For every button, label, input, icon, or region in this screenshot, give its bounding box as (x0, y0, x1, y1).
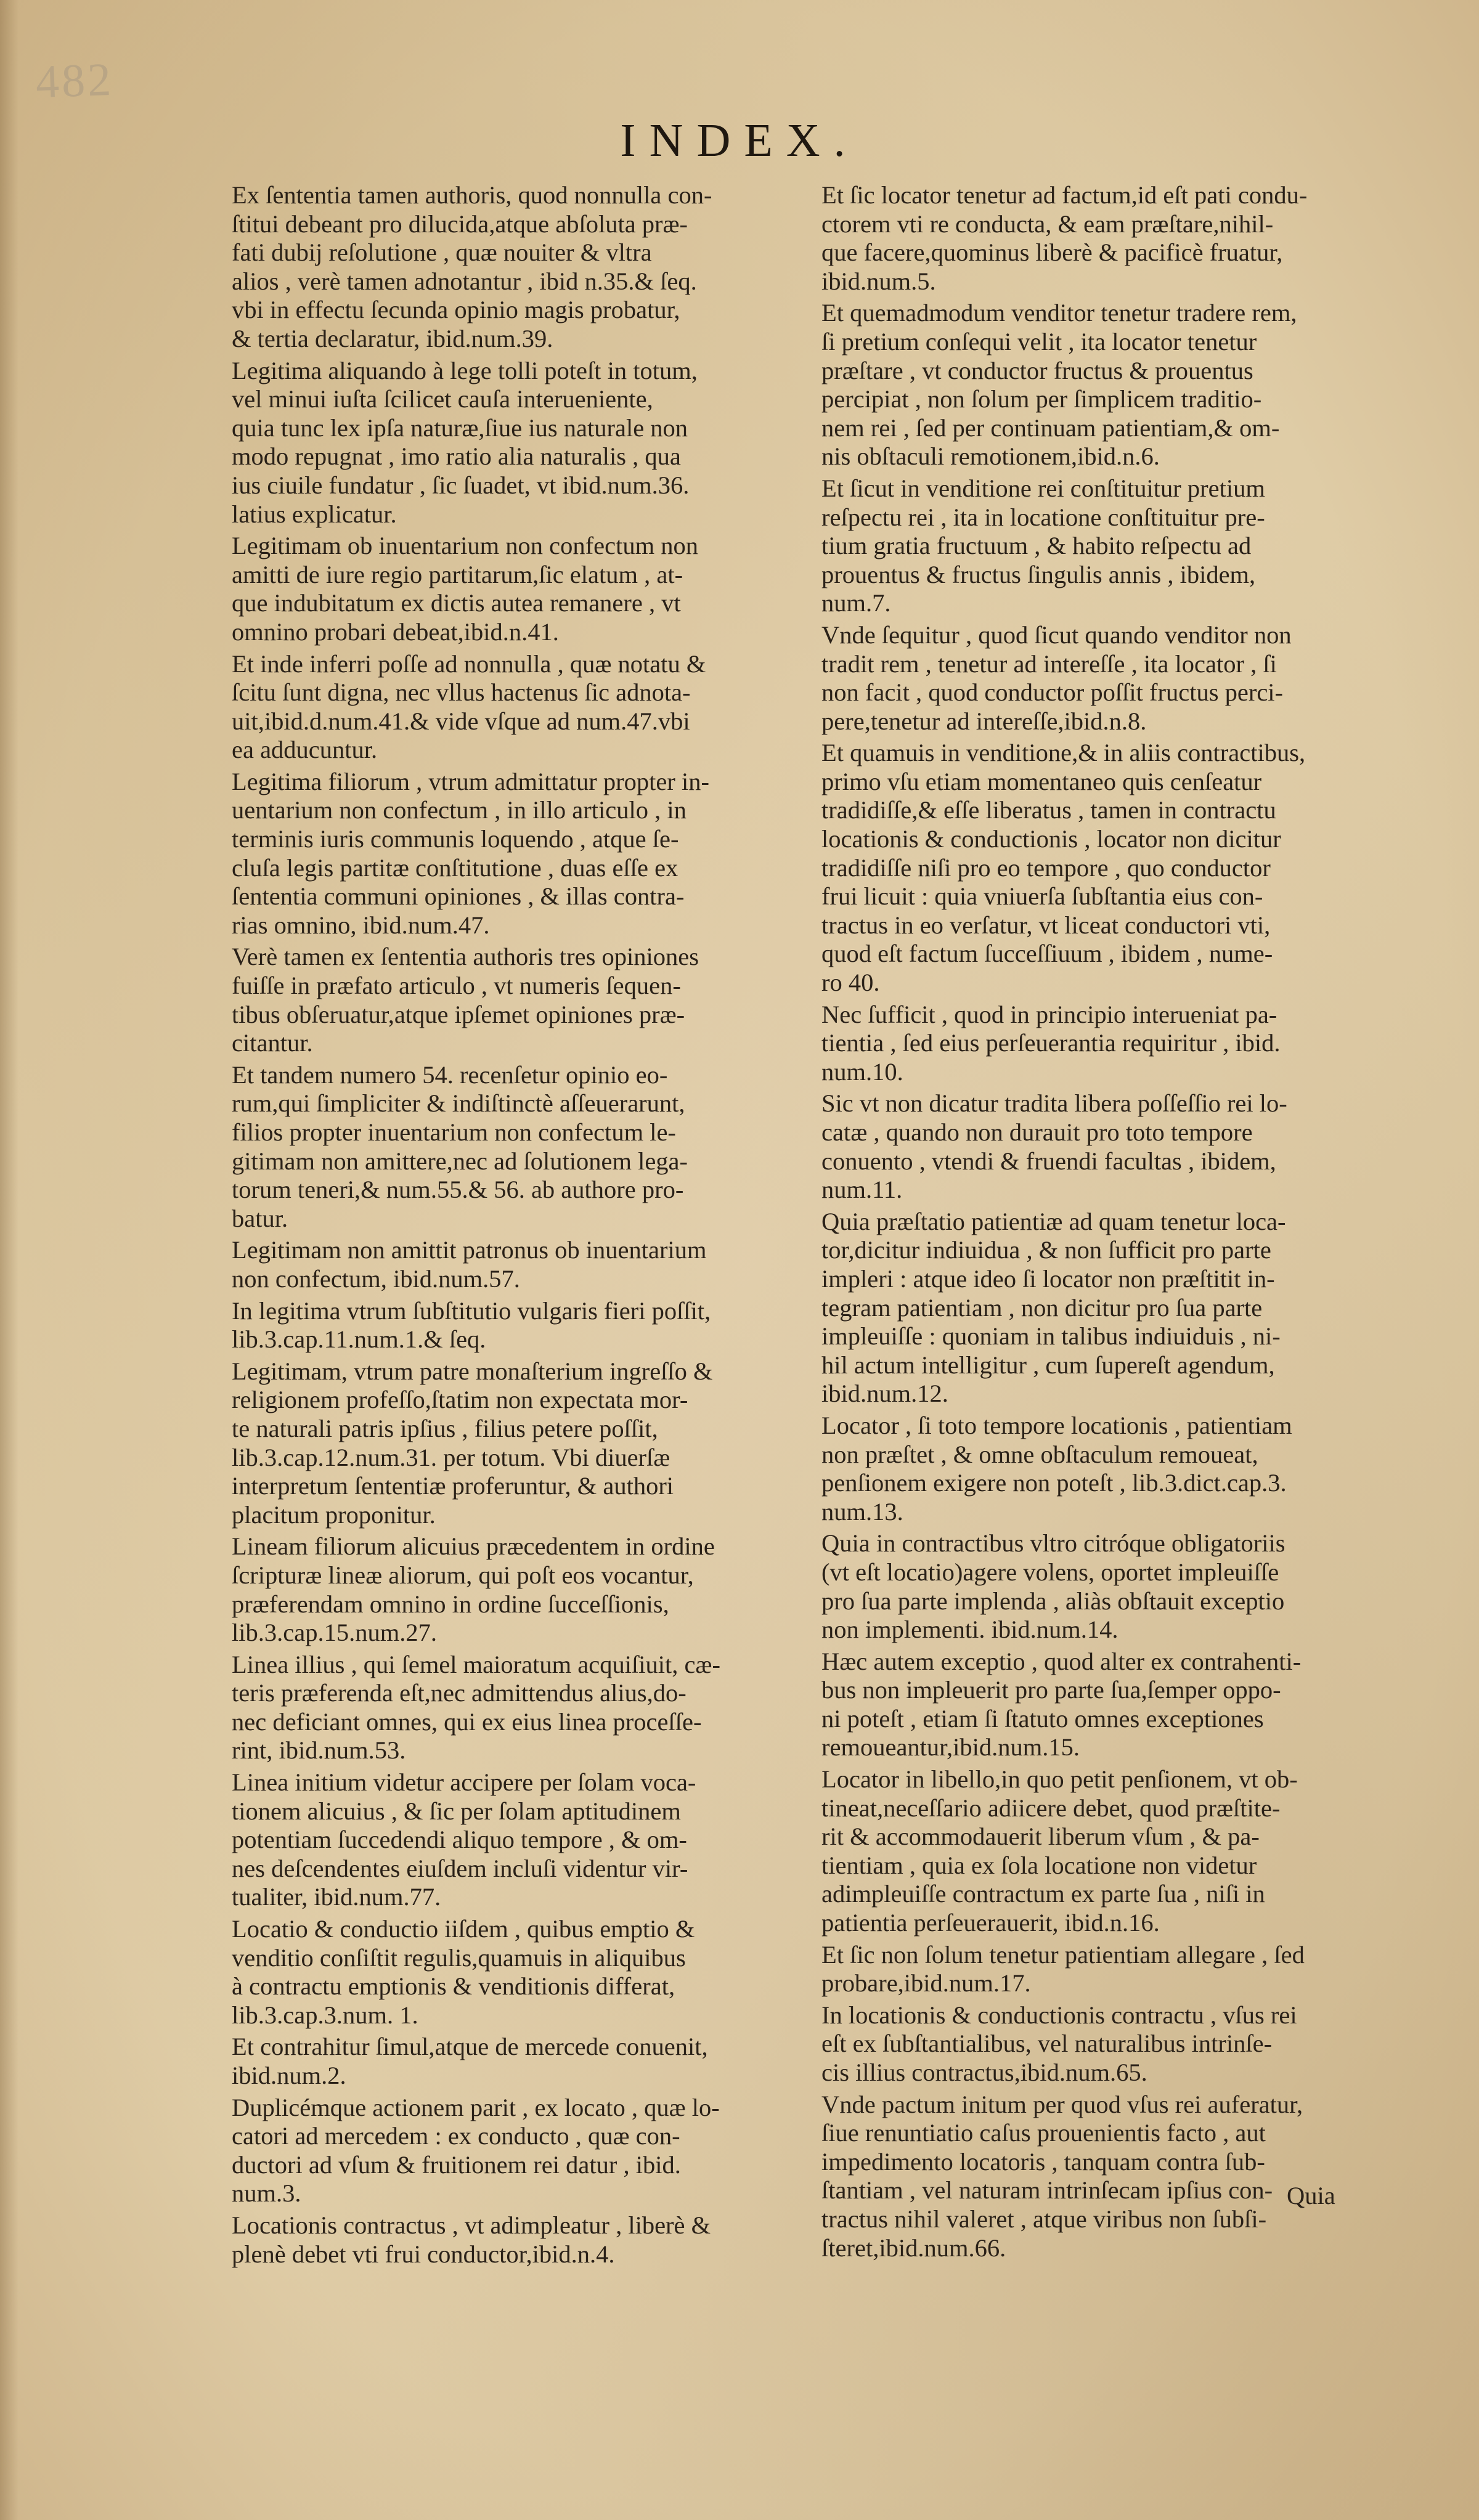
index-entry-line: patientia perſeuerauerit, ibid.n.16. (821, 1909, 1160, 1937)
index-entry-line: non facit , quod conductor poſſit fructus perci- (821, 678, 1284, 707)
index-entry-line: alios , verè tamen adnotantur , ibid n.35.& ſeq. (232, 267, 697, 295)
index-entry-line: non implementi. ibid.num.14. (821, 1616, 1118, 1644)
left-column (232, 181, 785, 2272)
index-entry-line: num.7. (821, 589, 891, 617)
index-entry-line: Et tandem numero 54. recenſetur opinio eo- (232, 1060, 668, 1089)
index-entry (821, 1208, 1375, 1408)
index-entry-line: tradidiſſe,& eſſe liberatus , tamen in contractu (821, 796, 1276, 824)
index-entry-line: probare,ibid.num.17. (821, 1969, 1031, 1998)
index-entry (232, 1651, 785, 1765)
index-entry-line: num.13. (821, 1497, 903, 1526)
index-entry-line: quia tunc lex ipſa naturæ,ſiue ius naturale non (232, 413, 688, 442)
index-entry (821, 1001, 1375, 1087)
index-entry-line: Legitimam ob inuentarium non confectum non (232, 532, 698, 560)
index-entry-line: Locator in libello,in quo petit penſionem, vt ob- (821, 1765, 1298, 1794)
index-entry-line: Linea initium videtur accipere per ſolam voca- (232, 1768, 696, 1797)
index-entry-line: Locatio & conductio iiſdem , quibus emptio & (232, 1915, 695, 1943)
index-entry-line: ctorem vti re conducta, & eam præſtare,nihil- (821, 209, 1274, 238)
index-entry-line: Sic vt non dicatur tradita libera poſſeſſio rei lo- (821, 1089, 1287, 1118)
index-entry-line: uentarium non confectum , in illo articulo , in (232, 796, 687, 824)
index-entry-line: num.3. (232, 2179, 301, 2208)
index-entry (821, 1529, 1375, 1644)
index-entry-line: penſionem exigere non poteſt , lib.3.dict.cap.3. (821, 1469, 1287, 1497)
index-entry-line: non confectum, ibid.num.57. (232, 1264, 520, 1293)
index-entry-line: ſtitui debeant pro dilucida,atque abſoluta præ- (232, 209, 688, 238)
index-entry-line: terminis iuris communis loquendo , atque ſe- (232, 825, 679, 853)
index-entry-line: pere,tenetur ad intereſſe,ibid.n.8. (821, 707, 1147, 735)
index-entry-line: tionem alicuius , & ſic per ſolam aptitudinem (232, 1797, 681, 1825)
index-entry-line: Legitima aliquando à lege tolli poteſt in totum, (232, 356, 698, 384)
index-entry-line: ſcitu ſunt digna, nec vllus hactenus ſic adnota- (232, 678, 691, 707)
index-entry-line: locationis & conductionis , locator non dicitur (821, 825, 1281, 853)
index-entry-line: ibid.num.12. (821, 1380, 948, 1408)
index-entry-line: impleri : atque ideo ſi locator non præſtitit in- (821, 1264, 1275, 1293)
index-entry-line: præferendam omnino in ordine ſucceſſionis, (232, 1590, 669, 1618)
index-entry-line: que facere,quominus liberè & pacificè fruatur, (821, 238, 1283, 267)
index-entry-line: percipiat , non ſolum per ſimplicem traditio- (821, 385, 1262, 413)
index-entry-line: ſteret,ibid.num.66. (821, 2233, 1006, 2262)
index-entry (232, 943, 785, 1057)
index-entry-line: lib.3.cap.12.num.31. per totum. Vbi diuerſæ (232, 1443, 670, 1471)
index-entry-line: lib.3.cap.11.num.1.& ſeq. (232, 1325, 486, 1354)
index-entry-line: tineat,neceſſario adiicere debet, quod præſtite- (821, 1794, 1281, 1822)
index-entry (232, 1357, 785, 1530)
index-entry-line: nis obſtaculi remotionem,ibid.n.6. (821, 442, 1160, 471)
index-entry-line: Verè tamen ex ſententia authoris tres opiniones (232, 943, 699, 971)
index-entry-line: ſi pretium conſequi velit , ita locator tenetur (821, 327, 1257, 356)
index-entry-line: filios propter inuentarium non confectum le- (232, 1118, 676, 1146)
index-entry (232, 1532, 785, 1647)
index-entry-line: Legitimam, vtrum patre monaſterium ingreſſo & (232, 1357, 713, 1385)
index-entry-line: Nec ſufficit , quod in principio interueniat pa- (821, 1000, 1277, 1028)
index-entry-line: religionem profeſſo,ſtatim non expectata mor- (232, 1386, 688, 1414)
index-entry-line: omnino probari debeat,ibid.n.41. (232, 617, 559, 646)
index-entry-line: tradidiſſe niſi pro eo tempore , quo conductor (821, 853, 1271, 882)
index-entry-line: Quia præſtatio patientiæ ad quam tenetur loca- (821, 1207, 1286, 1235)
index-entry-line: fuiſſe in præfato articulo , vt numeris ſequen- (232, 972, 681, 1000)
index-entry-line: ſcripturæ lineæ aliorum, qui poſt eos vocantur, (232, 1561, 694, 1589)
index-entry-line: Hæc autem exceptio , quod alter ex contrahenti- (821, 1647, 1302, 1675)
index-entry-line: frui licuit : quia vniuerſa ſubſtantia eius con- (821, 882, 1263, 911)
index-entry-line: Vnde ſequitur , quod ſicut quando venditor non (821, 620, 1292, 649)
index-entry-line: Legitima filiorum , vtrum admittatur propter in- (232, 767, 709, 795)
index-entry-line: hil actum intelligitur , cum ſupereſt agendum, (821, 1351, 1275, 1379)
index-entry-line: bus non impleuerit pro parte ſua,ſemper oppo- (821, 1676, 1281, 1704)
index-entry-line: impedimento locatoris , tanquam contra ſub- (821, 2147, 1265, 2176)
index-entry-line: (vt eſt locatio)agere volens, oportet impleuiſſe (821, 1558, 1279, 1586)
index-entry-line: placitum proponitur. (232, 1500, 436, 1529)
index-entry-line: ibid.num.5. (821, 267, 936, 295)
index-entry-line: rias omnino, ibid.num.47. (232, 911, 490, 939)
catchword: Quia (1287, 2182, 1335, 2209)
index-entry (821, 474, 1375, 618)
index-entry-line: cluſa legis partitæ conſtitutione , duas eſſe ex (232, 853, 678, 882)
index-entry-line: Duplicémque actionem parit , ex locato , quæ lo- (232, 2093, 720, 2121)
index-entry-line: non præſtet , & omne obſtaculum remoueat, (821, 1440, 1258, 1468)
index-entry-line: à contractu emptionis & venditionis differat, (232, 1972, 675, 2001)
index-entry-line: Lineam filiorum alicuius præcedentem in ordine (232, 1532, 715, 1561)
index-entry-line: Quia in contractibus vltro citróque obligatoriis (821, 1529, 1285, 1558)
index-entry-line: num.10. (821, 1057, 903, 1086)
index-entry-line: te naturali patris ipſius , filius petere poſſit, (232, 1414, 658, 1442)
index-entry-line: Et ſic locator tenetur ad factum,id eſt pati condu- (821, 181, 1308, 209)
index-entry-line: remoueantur,ibid.num.15. (821, 1733, 1080, 1762)
page-number: 482 (35, 53, 115, 108)
index-entry (821, 1412, 1375, 1526)
index-entry-line: ius ciuile fundatur , ſic ſuadet, vt ibid.num.36. (232, 471, 690, 499)
index-entry-line: In locationis & conductionis contractu , vſus rei (821, 2001, 1297, 2029)
index-entry-line: pro ſua parte implenda , aliàs obſtauit exceptio (821, 1587, 1285, 1615)
index-entry (232, 1297, 785, 1354)
index-entry (232, 181, 785, 354)
index-entry-line: lib.3.cap.15.num.27. (232, 1619, 437, 1647)
index-entry (821, 2091, 1375, 2263)
index-entry (821, 1765, 1375, 1938)
index-entry (232, 532, 785, 646)
index-entry-line: tientiam , quia ex ſola locatione non videtur (821, 1851, 1257, 1879)
index-entry-line: præſtare , vt conductor fructus & prouentus (821, 356, 1253, 384)
index-entry-line: cis illius contractus,ibid.num.65. (821, 2059, 1147, 2086)
index-entry-line: nec deficiant omnes, qui ex eius linea proceſſe- (232, 1707, 702, 1736)
index-entry-line: ſtantiam , vel naturam intrinſecam ipſius con- (821, 2176, 1273, 2205)
index-entry-line: citantur. (232, 1029, 313, 1057)
index-entry (821, 1941, 1375, 1998)
index-entry-line: quod eſt factum ſucceſſiuum , ibidem , nume- (821, 940, 1273, 968)
index-entry (232, 357, 785, 529)
index-entry-line: modo repugnat , imo ratio alia naturalis , qua (232, 442, 681, 471)
index-entry-line: prouentus & fructus ſingulis annis , ibidem, (821, 560, 1256, 588)
index-entry-line: fati dubij reſolutione , quæ nouiter & vltra (232, 238, 652, 267)
index-entry-line: tualiter, ibid.num.77. (232, 1883, 441, 1911)
index-entry-line: catæ , quando non durauit pro toto tempore (821, 1118, 1253, 1146)
index-entry (232, 650, 785, 765)
index-entry-line: Et contrahitur ſimul,atque de mercede conuenit, (232, 2033, 708, 2061)
index-entry-line: primo vſu etiam momentaneo quis cenſeatur (821, 767, 1262, 795)
index-entry-line: batur. (232, 1204, 288, 1232)
index-entry-line: num.11. (821, 1176, 903, 1204)
index-entry (821, 299, 1375, 471)
index-entry-line: venditio conſiſtit regulis,quamuis in aliquibus (232, 1943, 686, 1972)
index-entry (821, 2001, 1375, 2087)
index-entry-line: amitti de iure regio partitarum,ſic elatum , at- (232, 560, 683, 588)
index-entry-line: rint, ibid.num.53. (232, 1736, 406, 1765)
index-entry-line: uit,ibid.d.num.41.& vide vſque ad num.47.vbi (232, 707, 690, 735)
index-entry-line: Legitimam non amittit patronus ob inuentarium (232, 1236, 707, 1264)
index-entry (232, 1768, 785, 1912)
index-entry-line: In legitima vtrum ſubſtitutio vulgaris fieri poſſit, (232, 1296, 711, 1325)
index-entry-line: rum,qui ſimpliciter & indiſtinctè aſſeuerarunt, (232, 1089, 685, 1118)
index-entry-line: Locationis contractus , vt adimpleatur , liberè & (232, 2211, 711, 2239)
page-gutter-shadow (0, 0, 18, 2520)
index-entry-line: torum teneri,& num.55.& 56. ab authore pro- (232, 1176, 684, 1204)
index-entry-line: plenè debet vti frui conductor,ibid.n.4. (232, 2240, 615, 2268)
index-entry-line: Et quemadmodum venditor tenetur tradere rem, (821, 299, 1297, 327)
index-entry-line: tium gratia fructuum , & habito reſpectu ad (821, 532, 1252, 560)
index-entry-line: vbi in effectu ſecunda opinio magis probatur, (232, 296, 680, 324)
index-entry-line: catori ad mercedem : ex conducto , quæ con- (232, 2122, 680, 2150)
index-entry-line: reſpectu rei , ita in locatione conſtituitur pre- (821, 503, 1265, 531)
index-entry-line: impleuiſſe : quoniam in talibus indiuiduis , ni- (821, 1322, 1281, 1351)
index-entry-line: ea adducuntur. (232, 736, 378, 764)
index-entry-line: nes deſcendentes eiuſdem incluſi videntur vir- (232, 1854, 688, 1882)
index-entry-line: Et quamuis in venditione,& in aliis contractibus, (821, 739, 1306, 767)
index-entry-line: gitimam non amittere,nec ad ſolutionem lega- (232, 1147, 688, 1175)
index-entry-line: Linea illius , qui ſemel maioratum acquiſiuit, cæ- (232, 1650, 720, 1678)
index-entry-line: teris præferenda eſt,nec admittendus alius,do- (232, 1679, 687, 1707)
index-entry (821, 1089, 1375, 1204)
index-entry (232, 1236, 785, 1293)
index-entry (232, 1915, 785, 2030)
index-entry (232, 2094, 785, 2208)
right-column (821, 181, 1375, 2266)
index-entry-line: & tertia declaratur, ibid.num.39. (232, 324, 553, 352)
index-entry-line: tor,dicitur indiuidua , & non ſufficit pro parte (821, 1236, 1271, 1264)
index-entry-line: lib.3.cap.3.num. 1. (232, 2001, 418, 2029)
index-entry (821, 621, 1375, 736)
index-entry-line: Et inde inferri poſſe ad nonnulla , quæ notatu & (232, 649, 706, 678)
index-entry-line: tibus obſeruatur,atque ipſemet opiniones præ- (232, 1000, 685, 1028)
index-entry-line: adimpleuiſſe contractum ex parte ſua , niſi in (821, 1880, 1265, 1908)
index-entry (821, 181, 1375, 296)
index-entry-line: tegram patientiam , non dicitur pro ſua parte (821, 1293, 1263, 1322)
index-entry-line: conuento , vtendi & fruendi facultas , ibidem, (821, 1147, 1276, 1175)
index-entry (821, 739, 1375, 997)
index-entry (232, 768, 785, 940)
index-entry-line: ibid.num.2. (232, 2062, 346, 2089)
index-entry-line: Et ſicut in venditione rei conſtituitur pretium (821, 474, 1265, 502)
index-entry-line: latius explicatur. (232, 500, 397, 528)
index-entry-line: ductori ad vſum & fruitionem rei datur , ibid. (232, 2150, 681, 2179)
index-entry (821, 1648, 1375, 1762)
index-entry-line: Locator , ſi toto tempore locationis , patientiam (821, 1411, 1292, 1439)
index-entry-line: tractus in eo verſatur, vt liceat conductori vti, (821, 911, 1271, 939)
index-entry-line: ni poteſt , etiam ſi ſtatuto omnes exceptiones (821, 1704, 1264, 1733)
index-entry-line: interpretum ſententiæ proferuntur, & authori (232, 1472, 674, 1500)
index-entry (232, 2033, 785, 2090)
index-entry-line: nem rei , ſed per continuam patientiam,& om- (821, 413, 1280, 442)
index-entry-line: tradit rem , tenetur ad intereſſe , ita locator , ſi (821, 649, 1277, 678)
index-entry-line: vel minui iuſta ſcilicet cauſa interueniente, (232, 385, 653, 413)
index-entry-line: Vnde pactum initum per quod vſus rei auferatur, (821, 2090, 1303, 2118)
index-entry-line: tractus nihil valeret , atque viribus non ſubſi- (821, 2205, 1267, 2233)
index-entry (232, 1061, 785, 1234)
page-heading: INDEX. (620, 115, 859, 166)
index-entry-line: ſiue renuntiatio caſus prouenientis facto , aut (821, 2119, 1266, 2147)
index-entry-line: tientia , ſed eius perſeuerantia requiritur , ibid. (821, 1029, 1281, 1057)
index-entry-line: ſententia communi opiniones , & illas contra- (232, 882, 685, 911)
index-entry-line: eſt ex ſubſtantialibus, vel naturalibus intrinſe- (821, 2030, 1273, 2058)
index-entry-line: potentiam ſuccedendi aliquo tempore , & om- (232, 1826, 687, 1854)
index-entry (232, 2211, 785, 2269)
index-entry-line: Ex ſententia tamen authoris, quod nonnulla con- (232, 181, 712, 209)
index-entry-line: que indubitatum ex dictis autea remanere , vt (232, 589, 681, 617)
index-entry-line: Et ſic non ſolum tenetur patientiam allegare , ſed (821, 1940, 1305, 1969)
index-entry-line: ro 40. (821, 969, 880, 997)
index-entry-line: rit & accommodauerit liberum vſum , & pa- (821, 1823, 1260, 1851)
